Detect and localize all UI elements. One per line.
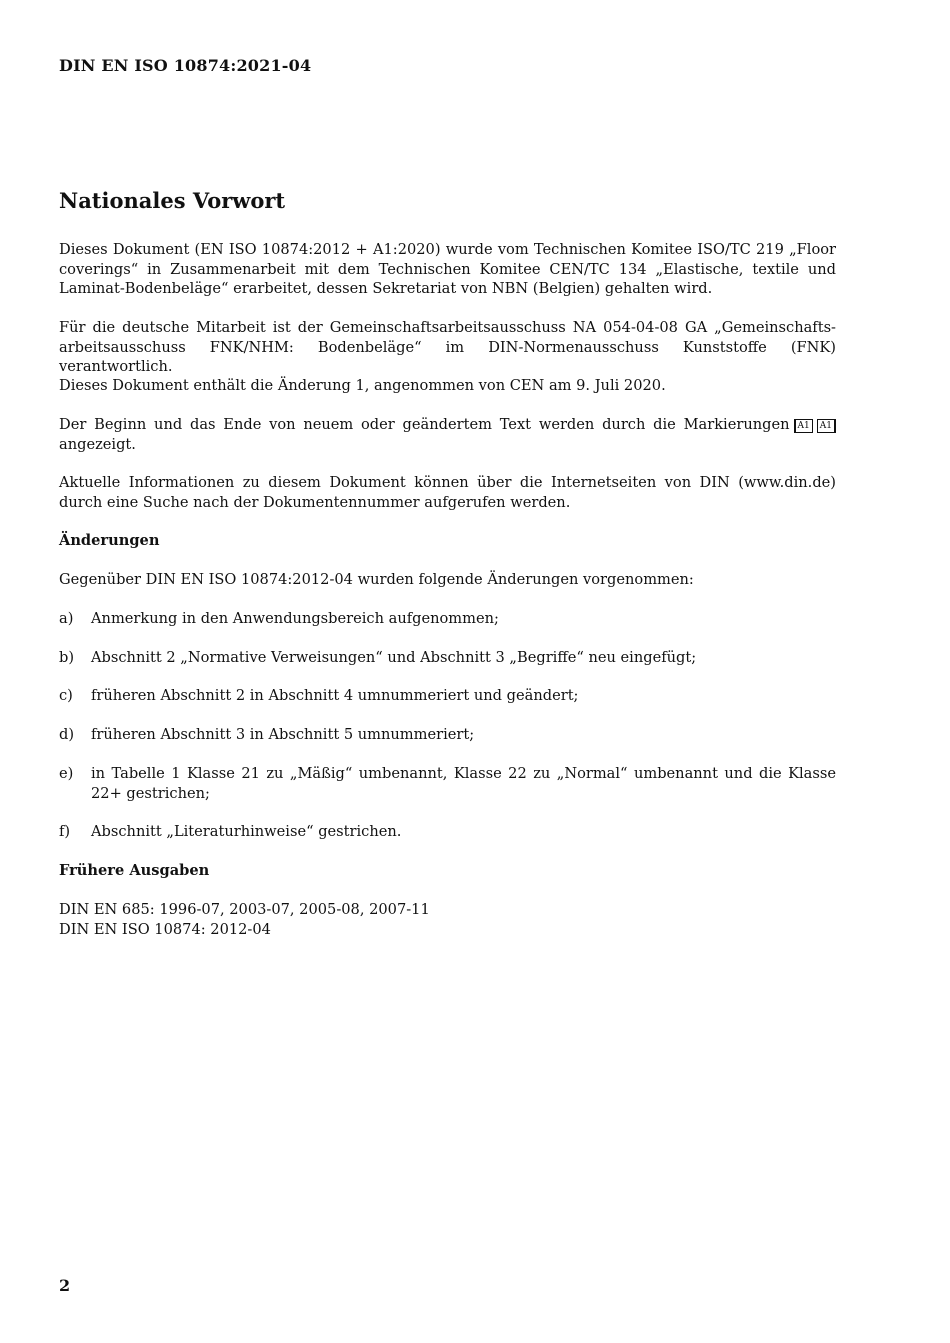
paragraph-amendment: Dieses Dokument enthält die Änderung 1, angenommen von CEN am 9. Juli 2020. — [59, 377, 666, 394]
changes-heading: Änderungen — [59, 532, 160, 549]
changes-intro: Gegenüber DIN EN ISO 10874:2012-04 wurden folgende Änderungen vorgenommen: — [59, 571, 694, 588]
list-item-letter: c) — [59, 687, 73, 704]
list-item-text: Abschnitt 2 „Normative Verweisungen“ und Abschnitt 3 „Begriffe“ neu eingefügt; — [91, 649, 697, 666]
paragraph-markers — [59, 415, 836, 454]
list-item-letter: b) — [59, 649, 75, 666]
markers-text: Der Beginn und das Ende von neuem oder geändertem Text werden durch die Markierungen — [59, 416, 790, 433]
paragraph-committee: Dieses Dokument (EN ISO 10874:2012 + A1:2020) wurde vom Technischen Komitee ISO/TC 219 „Floor coverings“ in Zusammenarbeit mit dem Technischen Komitee CEN/TC 134 „Elastische, textile und Laminat-Bodenbeläge“ erarbeitet, dessen Sekretariat von NBN (Belgien) gehalten wird. — [59, 241, 836, 297]
list-item-text: Abschnitt „Literaturhinweise“ gestrichen. — [91, 823, 402, 840]
list-item-text: früheren Abschnitt 2 in Abschnitt 4 umnummeriert und geändert; — [91, 687, 579, 704]
list-item-letter: e) — [59, 765, 74, 782]
amendment-end-marker-icon: A1 — [817, 419, 836, 433]
list-item-letter: d) — [59, 726, 75, 743]
list-item-text: früheren Abschnitt 3 in Abschnitt 5 umnummeriert; — [91, 726, 475, 743]
paragraph-current-information: Aktuelle Informationen zu diesem Dokument können über die Internetseiten von DIN (www.din.de) durch eine Suche nach der Dokumentennummer aufgerufen werden. — [59, 474, 836, 511]
list-item-text: in Tabelle 1 Klasse 21 zu „Mäßig“ umbenannt, Klasse 22 zu „Normal“ umbenannt und die Klasse 22+ gestrichen; — [91, 765, 836, 802]
previous-editions-list — [59, 900, 836, 939]
list-item-letter: a) — [59, 610, 74, 627]
previous-edition-line: DIN EN 685: 1996-07, 2003-07, 2005-08, 2007-11 — [59, 901, 430, 918]
section-title: Nationales Vorwort — [59, 188, 286, 213]
document-id: DIN EN ISO 10874:2021-04 — [59, 56, 312, 75]
list-item-text: Anmerkung in den Anwendungsbereich aufgenommen; — [91, 610, 499, 627]
page-number: 2 — [59, 1276, 71, 1295]
list-item-letter: f) — [59, 823, 71, 840]
amendment-start-marker-icon: A1 — [794, 419, 813, 433]
paragraph-german-participation: Für die deutsche Mitarbeit ist der Gemeinschaftsarbeitsausschuss NA 054-04-08 GA „Gemeinschafts-arbeitsausschuss FNK/NHM: Bodenbeläge“ im DIN-Normenausschuss Kunststoffe (FNK) verantwortlich. — [59, 319, 836, 375]
previous-editions-heading: Frühere Ausgaben — [59, 862, 210, 879]
previous-edition-line: DIN EN ISO 10874: 2012-04 — [59, 920, 271, 938]
markers-text-continued: angezeigt. — [59, 435, 136, 453]
